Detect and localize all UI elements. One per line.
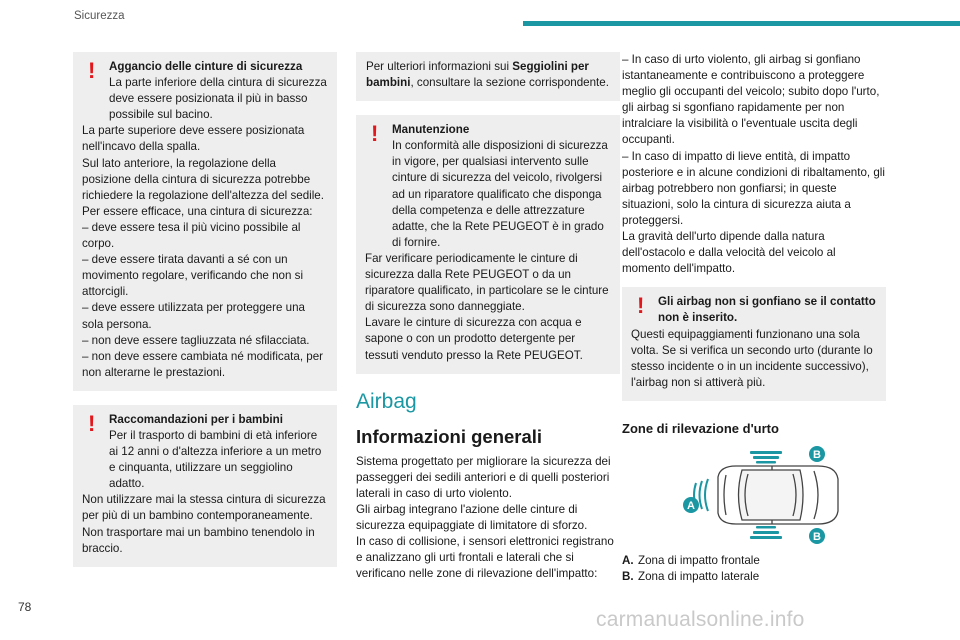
label-b: B bbox=[813, 530, 821, 543]
paragraph: Lavare le cinture di sicurezza con acqua e sapone o con un prodotto detergente per tessuti venduto presso la Rete PEUGEOT. bbox=[365, 316, 583, 362]
zones-heading: Zone di rilevazione d'urto bbox=[622, 420, 779, 436]
paragraph: La parte inferiore della cintura di sicurezza deve essere posizionata il più in basso possibile sul bacino. bbox=[109, 76, 327, 122]
paragraph: La parte superiore deve essere posizionata nell'incavo della spalla. bbox=[82, 124, 305, 154]
impact-zones-diagram bbox=[622, 445, 886, 545]
legend bbox=[622, 553, 886, 585]
page-number: 78 bbox=[18, 600, 32, 614]
legend-key: A. bbox=[622, 553, 634, 567]
airbag-ignition-box bbox=[622, 287, 886, 401]
box-title: Aggancio delle cinture di sicurezza bbox=[109, 60, 303, 73]
label-a-marker bbox=[683, 497, 699, 513]
paragraph: Non utilizzare mai la stessa cintura di sicurezza per più di un bambino contemporaneamente. bbox=[82, 493, 326, 523]
subheading: Informazioni generali bbox=[356, 425, 543, 447]
box-title: Raccomandazioni per i bambini bbox=[109, 412, 283, 426]
info-text-pre: Per ulteriori informazioni sui bbox=[366, 60, 513, 73]
paragraph: La gravità dell'urto dipende dalla natura dell'ostacolo e dalla velocità del veicolo al momento dell'impatto. bbox=[622, 230, 836, 276]
label-a: A bbox=[687, 499, 695, 512]
watermark: carmanualsonline.info bbox=[596, 608, 805, 631]
info-text bbox=[366, 60, 609, 89]
paragraph: Questi equipaggiamenti funzionano una sola volta. Se si verifica un secondo urto (durante lo stesso incidente o in un incidente successivo), l'airbag non si attiverà più. bbox=[631, 327, 873, 389]
header-title: Sicurezza bbox=[74, 10, 125, 22]
column-2 bbox=[356, 52, 620, 582]
child-seats-info-box bbox=[356, 52, 620, 101]
list-item: – deve essere tirata davanti a sé con un movimento regolare, verificando che non si attorcigli. bbox=[82, 253, 304, 299]
legend-text: Zona di impatto frontale bbox=[638, 553, 760, 567]
car-top-view-illustration bbox=[622, 445, 886, 545]
paragraph: – In caso di impatto di lieve entità, di impatto posteriore e in alcune condizioni di ribaltamento, gli airbag potrebbero non gonfiarsi; in queste situazioni, solo la cintura di sicurezza aiuta a proteggersi. bbox=[622, 149, 885, 227]
warning-icon: ! bbox=[371, 121, 379, 147]
warning-icon: ! bbox=[637, 293, 645, 319]
paragraph: Sistema progettato per migliorare la sicurezza dei passeggeri dei sedili anteriori e di quelli posteriori laterali in caso di urto violento. bbox=[356, 454, 611, 500]
column-3 bbox=[622, 52, 886, 585]
paragraph: – In caso di urto violento, gli airbag si gonfiano istantaneamente e contribuiscono a proteggere meglio gli occupanti del veicolo; subito dopo l'urto, gli airbag si sgonfiano rapidamente per non intralciare la visibilità o l'eventuale uscita degli occupanti. bbox=[622, 53, 880, 147]
list-item: – deve essere utilizzata per proteggere una sola persona. bbox=[82, 301, 305, 331]
label-b-bottom-marker bbox=[809, 528, 825, 544]
side-impact-top bbox=[750, 451, 782, 464]
box-title: Manutenzione bbox=[392, 123, 470, 137]
label-b-top-marker bbox=[809, 446, 825, 462]
legend-item-b bbox=[622, 569, 886, 585]
legend-key: B. bbox=[622, 570, 634, 584]
column-1 bbox=[73, 52, 337, 581]
box-title: Gli airbag non si gonfiano se il contatto non è inserito. bbox=[658, 295, 876, 325]
children-recommendations-box bbox=[73, 405, 337, 567]
header-accent-bar bbox=[523, 21, 960, 26]
list-item: – non deve essere cambiata né modificata, per non alterarne le prestazioni. bbox=[82, 349, 324, 379]
warning-icon: ! bbox=[88, 58, 96, 83]
paragraph: Sul lato anteriore, la regolazione della posizione della cintura di sicurezza potrebbe richiedere la regolazione dell'altezza del sedile. bbox=[82, 156, 324, 202]
child-seats-link-text: Seggiolini per bambini bbox=[366, 60, 589, 90]
info-text-post: , consultare la sezione corrispondente. bbox=[410, 76, 609, 90]
paragraph: Non trasportare mai un bambino tenendolo in braccio. bbox=[82, 525, 315, 555]
car-outline bbox=[718, 466, 838, 524]
side-impact-bottom bbox=[750, 526, 782, 539]
maintenance-box bbox=[356, 115, 620, 373]
label-b: B bbox=[813, 448, 821, 461]
paragraph: Far verificare periodicamente le cinture di sicurezza dalla Rete PEUGEOT o da un riparatore qualificato, in particolare se le cinture di sicurezza sono danneggiate. bbox=[365, 251, 609, 314]
seatbelt-fastening-box bbox=[73, 52, 337, 391]
legend-text: Zona di impatto laterale bbox=[638, 570, 760, 584]
paragraph: In caso di collisione, i sensori elettronici registrano e analizzano gli urti frontali e laterali che si verificano nelle zone di rilevazione dell'impatto: bbox=[356, 535, 614, 581]
list-item: – non deve essere tagliuzzata né sfilacciata. bbox=[82, 333, 310, 347]
paragraph: Per essere efficace, una cintura di sicurezza: bbox=[82, 204, 313, 218]
section-title: Airbag bbox=[356, 389, 417, 413]
paragraph: In conformità alle disposizioni di sicurezza in vigore, per qualsiasi intervento sulle cinture di sicurezza del veicolo, rivolgersi ad un riparatore qualificato che disponga della competenza e delle attrezzature adatte, che la Rete PEUGEOT è in grado di fornire. bbox=[392, 139, 608, 249]
legend-item-a bbox=[622, 553, 886, 569]
paragraph: Per il trasporto di bambini di età inferiore ai 12 anni o d'altezza inferiore a un metro e cinquanta, utilizzare un seggiolino adatto. bbox=[109, 428, 322, 491]
warning-icon: ! bbox=[88, 410, 96, 436]
paragraph: Gli airbag integrano l'azione delle cinture di sicurezza equipaggiate di limitatore di sforzo. bbox=[356, 502, 588, 532]
list-item: – deve essere tesa il più vicino possibile al corpo. bbox=[82, 220, 301, 251]
